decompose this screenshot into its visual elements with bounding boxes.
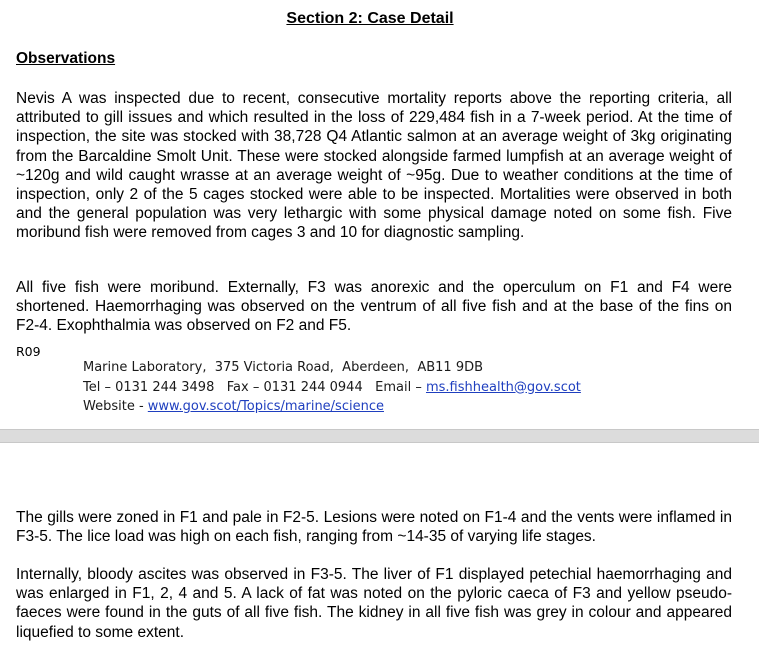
section-title: Section 2: Case Detail	[286, 10, 454, 27]
footer-org: Marine Laboratory,	[83, 360, 207, 375]
observations-paragraph-2: All five fish were moribund. Externally, F3 was anorexic and the operculum on F1 and F4 were shortened. Haemorrhaging was observed on the ventrum of all five fish and at the base of the fins on F2-4. Exophthalmia was observed on F2 and F5.	[16, 279, 732, 335]
page-break-divider	[0, 429, 759, 443]
footer-city: Aberdeen,	[342, 360, 410, 375]
footer-contact-line	[83, 378, 581, 398]
footer-contact-block	[83, 358, 581, 417]
footer-website-label: Website -	[83, 399, 144, 414]
footer-address-line	[83, 358, 581, 378]
footer-email-label: Email –	[375, 379, 422, 395]
document-page-2	[0, 443, 759, 651]
observations-heading: Observations	[16, 50, 116, 67]
footer-email-link[interactable]: ms.fishhealth@gov.scot	[425, 379, 581, 395]
observations-paragraph-3: The gills were zoned in F1 and pale in F2-5. Lesions were noted on F1-4 and the vents were inflamed in F3-5. The lice load was high on each fish, ranging from ~14-35 of varying life stages.	[16, 509, 732, 546]
observations-paragraph-4: Internally, bloody ascites was observed in F3-5. The liver of F1 displayed petechial haemorrhaging and was enlarged in F1, 2, 4 and 5. A lack of fat was noted on the pyloric caeca of F3 and yellow pseudo-faeces were found in the guts of all five fish. The kidney in all five fish was grey in colour and appeared liquefied to some extent.	[16, 566, 732, 641]
footer-fax: Fax – 0131 244 0944	[226, 379, 363, 395]
footer-postcode: AB11 9DB	[417, 360, 484, 375]
observations-paragraph-1: Nevis A was inspected due to recent, consecutive mortality reports above the reporting criteria, all attributed to gill issues and which resulted in the loss of 229,484 fish in a 7-week period. At the time of inspection, the site was stocked with 38,728 Q4 Atlantic salmon at an average weight of 3kg originating from the Barcaldine Smolt Unit. These were stocked alongside farmed lumpfish at an average weight of ~120g and wild caught wrasse at an average weight of ~95g. Due to weather conditions at the time of inspection, only 2 of the 5 cages stocked were able to be inspected. Mortalities were observed in both and the general population was very lethargic with some physical damage noted on some fish. Five moribund fish were removed from cages 3 and 10 for diagnostic sampling.	[16, 90, 732, 242]
footer-website-link[interactable]: www.gov.scot/Topics/marine/science	[147, 399, 384, 414]
footer-tel: Tel – 0131 244 3498	[83, 379, 215, 395]
footer-street: 375 Victoria Road,	[214, 360, 334, 375]
footer-website-line	[83, 397, 581, 417]
footer-document-code: R09	[16, 344, 41, 359]
